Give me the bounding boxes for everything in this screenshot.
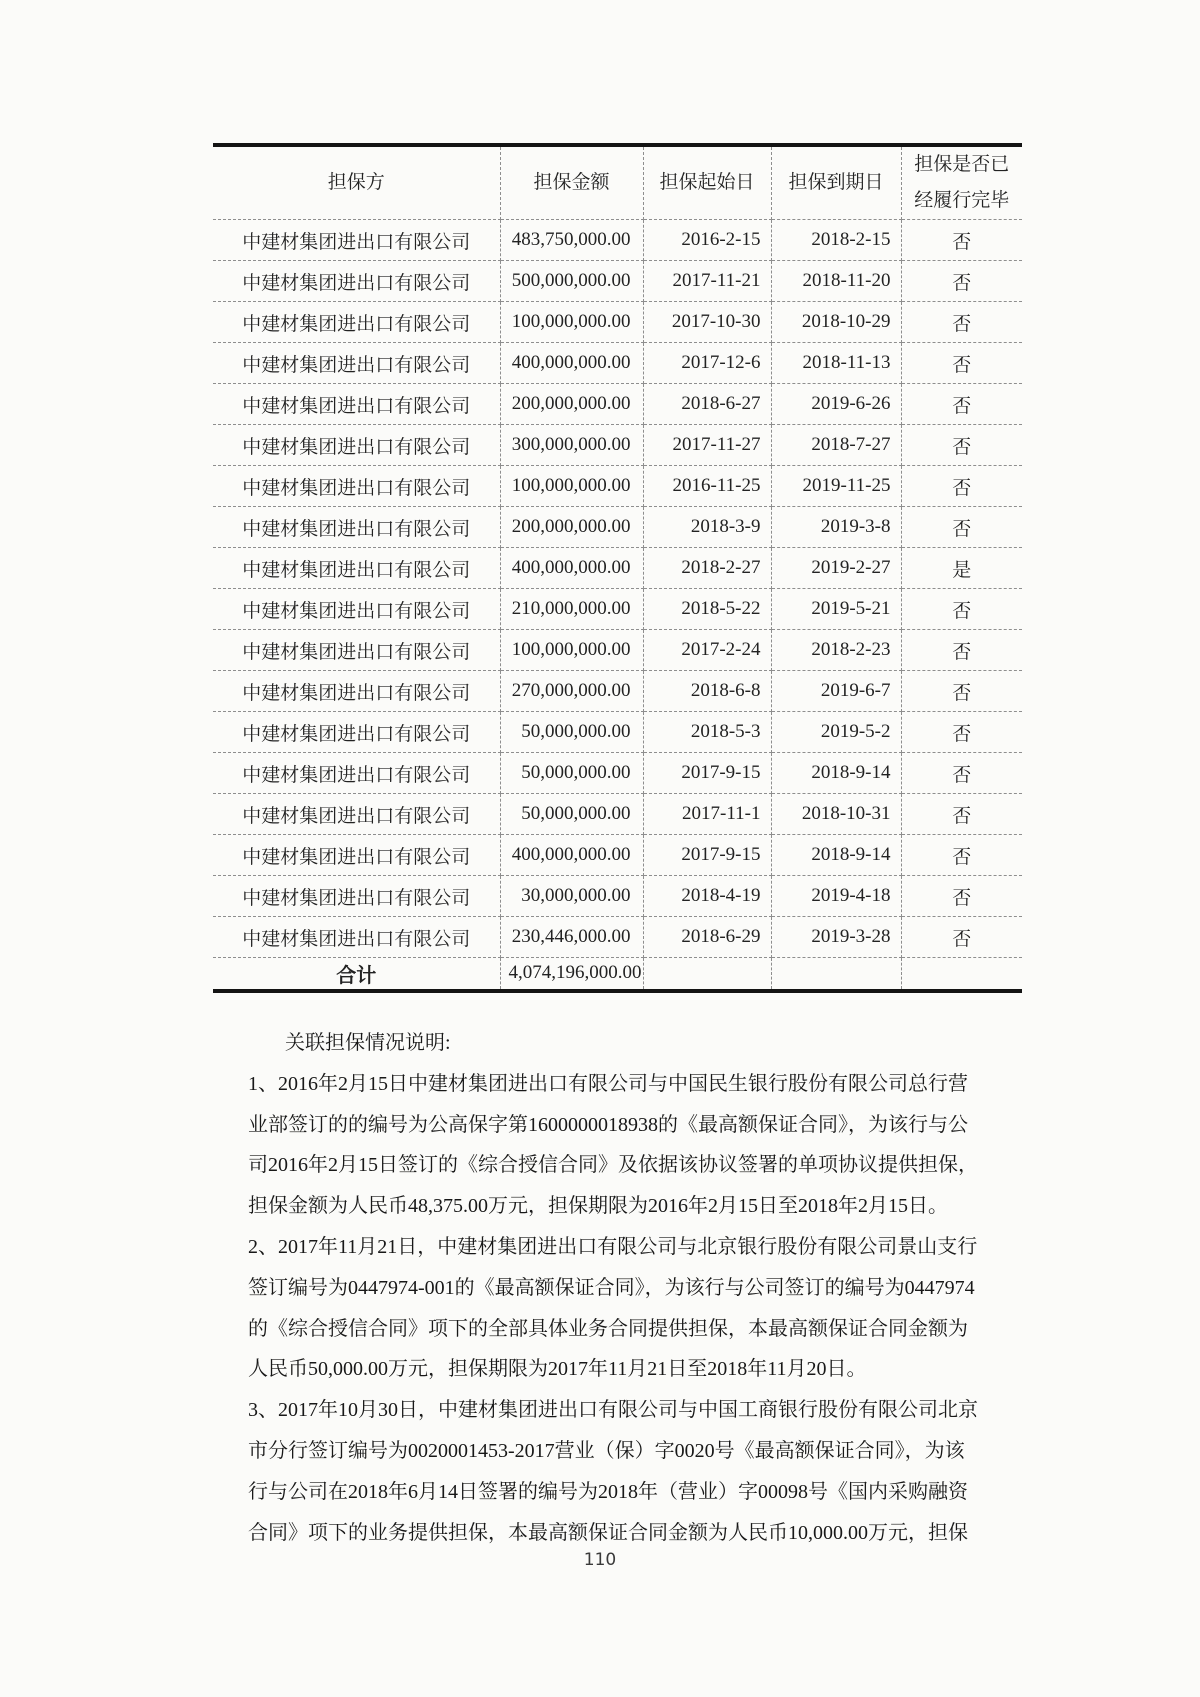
guarantor-cell: 中建材集团进出口有限公司: [213, 876, 500, 917]
note-line: 行与公司在2018年6月14日签署的编号为2018年（营业）字00098号《国内采购融资: [248, 1480, 968, 1503]
end-date-cell: 2019-5-2: [771, 712, 901, 753]
notes-heading: 关联担保情况说明:: [285, 1032, 451, 1054]
guarantor-cell: 中建材集团进出口有限公司: [213, 343, 500, 384]
fulfilled-cell: 否: [901, 835, 1022, 876]
start-date-cell: 2016-11-25: [643, 466, 771, 507]
amount-cell: 400,000,000.00: [500, 548, 643, 589]
note-line: 2、2017年11月21日，中建材集团进出口有限公司与北京银行股份有限公司景山支行: [248, 1235, 978, 1258]
amount-cell: 210,000,000.00: [500, 589, 643, 630]
fulfilled-cell: 否: [901, 302, 1022, 343]
start-date-cell: 2018-4-19: [643, 876, 771, 917]
fulfilled-cell: 否: [901, 794, 1022, 835]
fulfilled-cell: 否: [901, 712, 1022, 753]
table-row: [213, 589, 1022, 630]
start-date-cell: 2018-3-9: [643, 507, 771, 548]
note-paragraph-2: [248, 1227, 996, 1390]
amount-cell: 400,000,000.00: [500, 835, 643, 876]
guarantor-cell: 中建材集团进出口有限公司: [213, 548, 500, 589]
guarantee-table-body: [213, 220, 1022, 958]
note-line: 司2016年2月15日签订的《综合授信合同》及依据该协议签署的单项协议提供担保，: [248, 1154, 978, 1177]
end-date-cell: 2019-5-21: [771, 589, 901, 630]
guarantor-cell: 中建材集团进出口有限公司: [213, 835, 500, 876]
column-header-1: 担保金额: [500, 145, 643, 220]
end-date-cell: 2019-3-28: [771, 917, 901, 958]
end-date-cell: 2018-10-31: [771, 794, 901, 835]
table-row: [213, 917, 1022, 958]
empty-cell: [643, 958, 771, 991]
amount-cell: 500,000,000.00: [500, 261, 643, 302]
amount-cell: 50,000,000.00: [500, 794, 643, 835]
amount-cell: 270,000,000.00: [500, 671, 643, 712]
amount-cell: 300,000,000.00: [500, 425, 643, 466]
end-date-cell: 2019-3-8: [771, 507, 901, 548]
fulfilled-cell: 否: [901, 384, 1022, 425]
amount-cell: 200,000,000.00: [500, 384, 643, 425]
end-date-cell: 2018-11-20: [771, 261, 901, 302]
fulfilled-cell: 否: [901, 671, 1022, 712]
table-row: [213, 794, 1022, 835]
guarantor-cell: 中建材集团进出口有限公司: [213, 630, 500, 671]
table-row: [213, 712, 1022, 753]
guarantor-cell: 中建材集团进出口有限公司: [213, 302, 500, 343]
amount-cell: 400,000,000.00: [500, 343, 643, 384]
end-date-cell: 2018-10-29: [771, 302, 901, 343]
table-row: [213, 425, 1022, 466]
column-header-2: 担保起始日: [643, 145, 771, 220]
table-row: [213, 876, 1022, 917]
empty-cell: [901, 958, 1022, 991]
guarantor-cell: 中建材集团进出口有限公司: [213, 507, 500, 548]
column-header-3: 担保到期日: [771, 145, 901, 220]
note-line: 业部签订的的编号为公高保字第1600000018938的《最高额保证合同》，为该行与公: [248, 1113, 968, 1136]
guarantor-cell: 中建材集团进出口有限公司: [213, 753, 500, 794]
note-line: 人民币50,000.00万元，担保期限为2017年11月21日至2018年11月20日。: [248, 1358, 867, 1381]
guarantor-cell: 中建材集团进出口有限公司: [213, 384, 500, 425]
start-date-cell: 2017-11-1: [643, 794, 771, 835]
total-amount: 4,074,196,000.00: [500, 958, 643, 991]
start-date-cell: 2018-6-27: [643, 384, 771, 425]
end-date-cell: 2018-7-27: [771, 425, 901, 466]
table-header-row: [213, 145, 1022, 220]
note-paragraph-3: [248, 1390, 996, 1553]
table-row: [213, 220, 1022, 261]
note-line: 合同》项下的业务提供担保，本最高额保证合同金额为人民币10,000.00万元，担保: [248, 1521, 968, 1544]
table-row: [213, 548, 1022, 589]
start-date-cell: 2018-6-29: [643, 917, 771, 958]
note-paragraph-1: [248, 1064, 996, 1227]
end-date-cell: 2018-9-14: [771, 835, 901, 876]
fulfilled-cell: 否: [901, 630, 1022, 671]
end-date-cell: 2018-11-13: [771, 343, 901, 384]
amount-cell: 200,000,000.00: [500, 507, 643, 548]
amount-cell: 50,000,000.00: [500, 753, 643, 794]
amount-cell: 100,000,000.00: [500, 302, 643, 343]
amount-cell: 100,000,000.00: [500, 630, 643, 671]
page-number: 110: [583, 1550, 617, 1570]
guarantor-cell: 中建材集团进出口有限公司: [213, 466, 500, 507]
note-line: 签订编号为0447974-001的《最高额保证合同》，为该行与公司签订的编号为0447974: [248, 1276, 975, 1299]
start-date-cell: 2017-2-24: [643, 630, 771, 671]
end-date-cell: 2019-6-26: [771, 384, 901, 425]
end-date-cell: 2018-2-23: [771, 630, 901, 671]
table-row: [213, 466, 1022, 507]
table-row: [213, 671, 1022, 712]
end-date-cell: 2019-11-25: [771, 466, 901, 507]
fulfilled-cell: 否: [901, 425, 1022, 466]
column-header-0: 担保方: [213, 145, 500, 220]
fulfilled-cell: 否: [901, 917, 1022, 958]
note-line: 担保金额为人民币48,375.00万元，担保期限为2016年2月15日至2018年2月15日。: [248, 1195, 948, 1218]
empty-cell: [771, 958, 901, 991]
start-date-cell: 2018-2-27: [643, 548, 771, 589]
start-date-cell: 2017-11-21: [643, 261, 771, 302]
fulfilled-cell: 否: [901, 507, 1022, 548]
start-date-cell: 2017-10-30: [643, 302, 771, 343]
start-date-cell: 2017-11-27: [643, 425, 771, 466]
note-line: 3、2017年10月30日，中建材集团进出口有限公司与中国工商银行股份有限公司北京: [248, 1399, 978, 1422]
end-date-cell: 2018-9-14: [771, 753, 901, 794]
total-row: [213, 958, 1022, 991]
table-row: [213, 261, 1022, 302]
guarantor-cell: 中建材集团进出口有限公司: [213, 261, 500, 302]
fulfilled-cell: 否: [901, 261, 1022, 302]
end-date-cell: 2019-4-18: [771, 876, 901, 917]
start-date-cell: 2018-5-3: [643, 712, 771, 753]
fulfilled-cell: 否: [901, 466, 1022, 507]
notes-section: [248, 1023, 996, 1553]
fulfilled-cell: 否: [901, 589, 1022, 630]
notes-paragraphs: [248, 1064, 996, 1554]
guarantee-table: [213, 143, 1022, 993]
column-header-4: 担保是否已经履行完毕: [901, 145, 1022, 220]
related-guarantee-table: [213, 143, 1022, 993]
amount-cell: 30,000,000.00: [500, 876, 643, 917]
table-row: [213, 507, 1022, 548]
note-line: 的《综合授信合同》项下的全部具体业务合同提供担保，本最高额保证合同金额为: [248, 1317, 968, 1340]
start-date-cell: 2017-9-15: [643, 835, 771, 876]
note-line: 1、2016年2月15日中建材集团进出口有限公司与中国民生银行股份有限公司总行营: [248, 1072, 968, 1095]
guarantor-cell: 中建材集团进出口有限公司: [213, 425, 500, 466]
amount-cell: 230,446,000.00: [500, 917, 643, 958]
guarantor-cell: 中建材集团进出口有限公司: [213, 671, 500, 712]
amount-cell: 100,000,000.00: [500, 466, 643, 507]
table-row: [213, 753, 1022, 794]
table-row: [213, 630, 1022, 671]
table-row: [213, 343, 1022, 384]
fulfilled-cell: 否: [901, 220, 1022, 261]
end-date-cell: 2019-2-27: [771, 548, 901, 589]
guarantor-cell: 中建材集团进出口有限公司: [213, 589, 500, 630]
start-date-cell: 2016-2-15: [643, 220, 771, 261]
guarantor-cell: 中建材集团进出口有限公司: [213, 917, 500, 958]
guarantor-cell: 中建材集团进出口有限公司: [213, 712, 500, 753]
table-row: [213, 302, 1022, 343]
amount-cell: 50,000,000.00: [500, 712, 643, 753]
fulfilled-cell: 否: [901, 343, 1022, 384]
start-date-cell: 2017-9-15: [643, 753, 771, 794]
table-row: [213, 835, 1022, 876]
fulfilled-cell: 否: [901, 753, 1022, 794]
end-date-cell: 2018-2-15: [771, 220, 901, 261]
total-label: 合计: [213, 958, 500, 991]
guarantor-cell: 中建材集团进出口有限公司: [213, 220, 500, 261]
note-line: 市分行签订编号为0020001453-2017营业（保）字0020号《最高额保证合同》，为该: [248, 1439, 965, 1462]
guarantor-cell: 中建材集团进出口有限公司: [213, 794, 500, 835]
start-date-cell: 2018-5-22: [643, 589, 771, 630]
end-date-cell: 2019-6-7: [771, 671, 901, 712]
start-date-cell: 2018-6-8: [643, 671, 771, 712]
fulfilled-cell: 否: [901, 876, 1022, 917]
fulfilled-cell: 是: [901, 548, 1022, 589]
start-date-cell: 2017-12-6: [643, 343, 771, 384]
amount-cell: 483,750,000.00: [500, 220, 643, 261]
table-row: [213, 384, 1022, 425]
